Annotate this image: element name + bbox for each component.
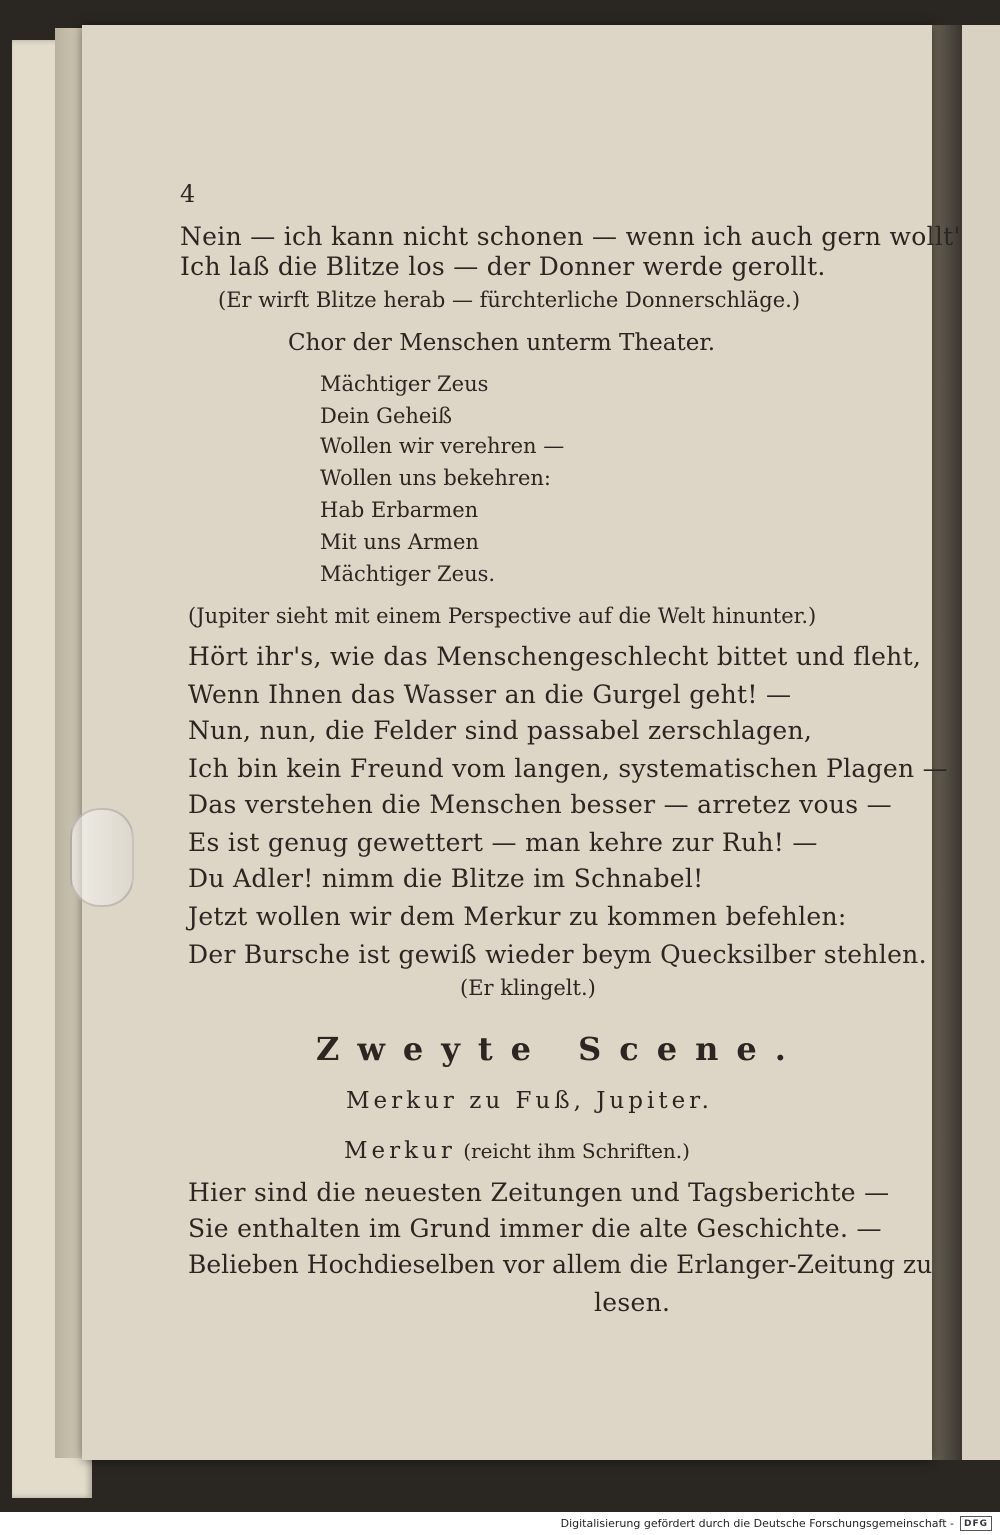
scene-cast: Merkur zu Fuß, Jupiter. (346, 1088, 713, 1114)
chorus-line: Mächtiger Zeus (320, 372, 489, 396)
page-number: 4 (180, 180, 196, 208)
verse-line: Ich bin kein Freund vom langen, systematischen Plagen — (188, 754, 948, 783)
verse-line: Es ist genug gewettert — man kehre zur Ruh! — (188, 828, 818, 857)
verse-line: Du Adler! nimm die Blitze im Schnabel! (188, 864, 704, 893)
chorus-heading: Chor der Menschen unterm Theater. (288, 330, 716, 356)
next-page-edge (958, 25, 1000, 1460)
scene-title: Zweyte Scene. (316, 1030, 804, 1068)
chorus-line: Mächtiger Zeus. (320, 562, 496, 586)
verse-line: Hier sind die neuesten Zeitungen und Tagsberichte — (188, 1178, 890, 1207)
speaker-direction: (reicht ihm Schriften.) (463, 1139, 690, 1163)
verse-line: Nein — ich kann nicht schonen — wenn ich auch gern wollt' (180, 222, 961, 251)
footer-text: Digitalisierung gefördert durch die Deutsche Forschungsgemeinschaft - (560, 1517, 954, 1530)
verse-line: Wenn Ihnen das Wasser an die Gurgel geht! — (188, 680, 792, 709)
chorus-line: Hab Erbarmen (320, 498, 479, 522)
verse-line: Jetzt wollen wir dem Merkur zu kommen befehlen: (188, 902, 847, 931)
stage-direction: (Jupiter sieht mit einem Perspective auf die Welt hinunter.) (188, 604, 817, 628)
footer-credit (561, 1512, 992, 1535)
chorus-line: Wollen uns bekehren: (320, 466, 551, 490)
verse-line: Ich laß die Blitze los — der Donner werde gerollt. (180, 252, 826, 281)
page-clip (70, 808, 134, 907)
verse-line: Sie enthalten im Grund immer die alte Geschichte. — (188, 1214, 882, 1243)
speaker-name: Merkur (344, 1138, 456, 1164)
dfg-logo-icon: DFG (960, 1516, 992, 1531)
verse-line: Belieben Hochdieselben vor allem die Erlanger-Zeitung zu (188, 1250, 933, 1279)
verse-line: lesen. (594, 1288, 671, 1317)
verse-line: Das verstehen die Menschen besser — arretez vous — (188, 790, 892, 819)
verse-line: Nun, nun, die Felder sind passabel zerschlagen, (188, 716, 813, 745)
verse-line: Der Bursche ist gewiß wieder beym Quecksilber stehlen. (188, 940, 927, 969)
chorus-line: Mit uns Armen (320, 530, 479, 554)
stage-direction: (Er wirft Blitze herab — fürchterliche Donnerschläge.) (218, 288, 801, 312)
chorus-line: Wollen wir verehren — (320, 434, 565, 458)
chorus-line: Dein Geheiß (320, 404, 453, 428)
stage-direction: (Er klingelt.) (460, 976, 596, 1000)
verse-line: Hört ihr's, wie das Menschengeschlecht bittet und fleht, (188, 642, 922, 671)
